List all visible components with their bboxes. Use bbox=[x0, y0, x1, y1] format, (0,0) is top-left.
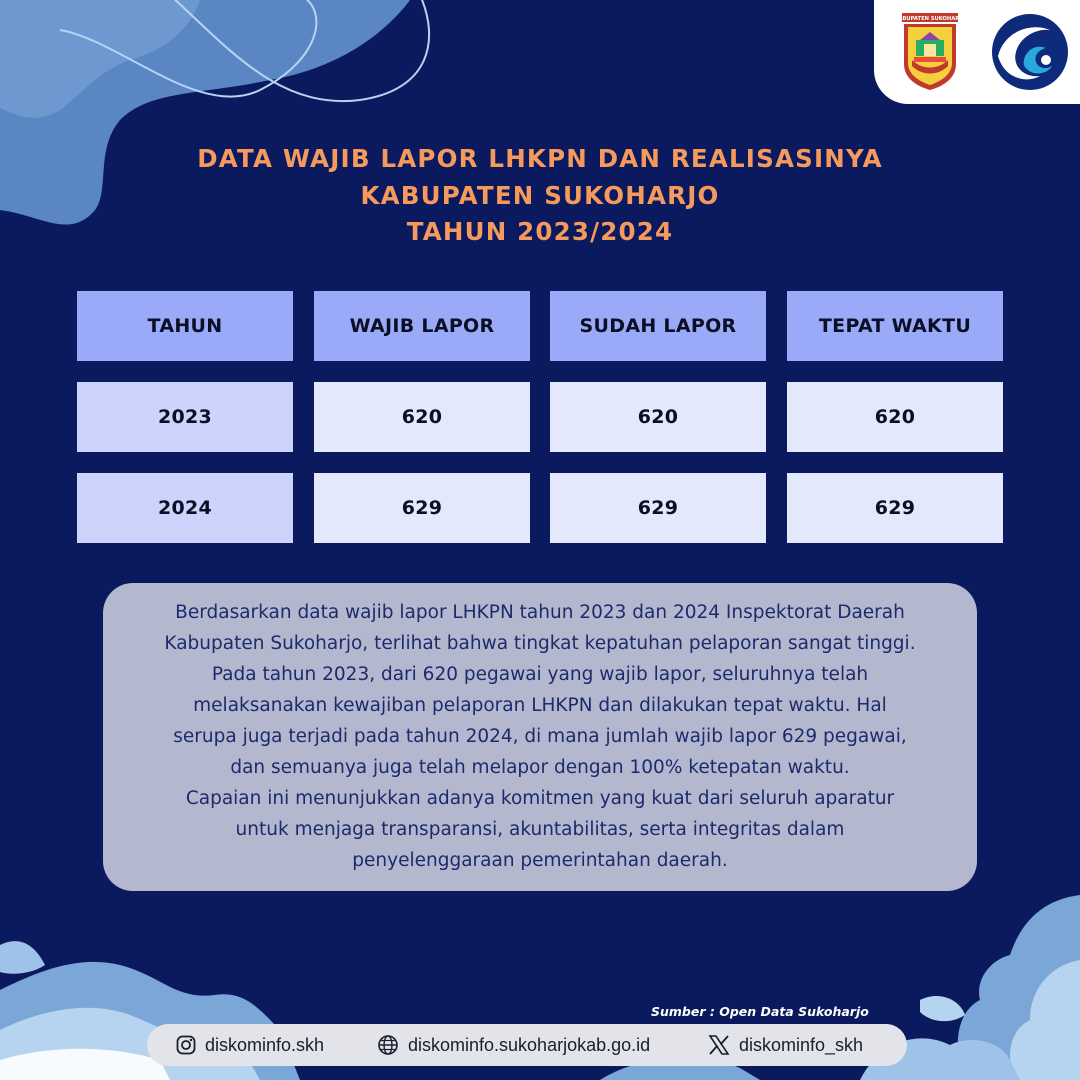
row-2024-tahun: 2024 bbox=[77, 473, 293, 543]
website-url: diskominfo.sukoharjokab.go.id bbox=[408, 1034, 651, 1055]
page-title bbox=[0, 141, 1080, 251]
x-link[interactable] bbox=[708, 1024, 863, 1066]
description-line: Kabupaten Sukoharjo, terlihat bahwa tingkat kepatuhan pelaporan sangat tinggi. bbox=[164, 633, 916, 654]
description-line: melaksanakan kewajiban pelaporan LHKPN dan dilakukan tepat waktu. Hal bbox=[193, 695, 887, 716]
description-line: Pada tahun 2023, dari 620 pegawai yang wajib lapor, seluruhnya telah bbox=[211, 664, 869, 685]
description-line: penyelenggaraan pemerintahan daerah. bbox=[352, 850, 728, 871]
row-2023-tepat-waktu: 620 bbox=[787, 382, 1003, 452]
social-footer bbox=[147, 1024, 907, 1066]
kominfo-logo-icon bbox=[990, 12, 1070, 92]
instagram-icon bbox=[176, 1035, 196, 1055]
description-line: Berdasarkan data wajib lapor LHKPN tahun 2023 dan 2024 Inspektorat Daerah bbox=[175, 602, 905, 623]
sukoharjo-regency-emblem-icon bbox=[894, 10, 966, 92]
row-2024-wajib-lapor: 629 bbox=[314, 473, 530, 543]
header-sudah-lapor: SUDAH LAPOR bbox=[550, 291, 766, 361]
instagram-handle: diskominfo.skh bbox=[205, 1034, 325, 1055]
title-line-3: TAHUN 2023/2024 bbox=[406, 217, 674, 246]
row-2024-tepat-waktu: 629 bbox=[787, 473, 1003, 543]
description-line: dan semuanya juga telah melapor dengan 100% ketepatan waktu. bbox=[230, 757, 850, 778]
globe-icon bbox=[377, 1034, 399, 1056]
header-wajib-lapor: WAJIB LAPOR bbox=[314, 291, 530, 361]
source-label: Sumber : Open Data Sukoharjo bbox=[651, 1004, 869, 1019]
row-2024-sudah-lapor: 629 bbox=[550, 473, 766, 543]
website-link[interactable] bbox=[377, 1024, 650, 1066]
svg-text:KABUPATEN SUKOHARJO: KABUPATEN SUKOHARJO bbox=[894, 16, 966, 22]
description-line: Capaian ini menunjukkan adanya komitmen yang kuat dari seluruh aparatur bbox=[185, 788, 895, 809]
logo-panel bbox=[874, 0, 1080, 104]
description-box bbox=[103, 583, 977, 891]
instagram-link[interactable] bbox=[176, 1024, 324, 1066]
row-2023-sudah-lapor: 620 bbox=[550, 382, 766, 452]
description-line: serupa juga terjadi pada tahun 2024, di mana jumlah wajib lapor 629 pegawai, bbox=[173, 726, 907, 747]
row-2023-wajib-lapor: 620 bbox=[314, 382, 530, 452]
x-logo-icon bbox=[708, 1034, 730, 1056]
row-2023-tahun: 2023 bbox=[77, 382, 293, 452]
header-tepat-waktu: TEPAT WAKTU bbox=[787, 291, 1003, 361]
header-tahun: TAHUN bbox=[77, 291, 293, 361]
x-handle: diskominfo_skh bbox=[739, 1034, 864, 1055]
title-line-1: DATA WAJIB LAPOR LHKPN DAN REALISASINYA bbox=[197, 144, 883, 173]
description-line: untuk menjaga transparansi, akuntabilitas, serta integritas dalam bbox=[235, 819, 845, 840]
title-line-2: KABUPATEN SUKOHARJO bbox=[360, 180, 720, 210]
